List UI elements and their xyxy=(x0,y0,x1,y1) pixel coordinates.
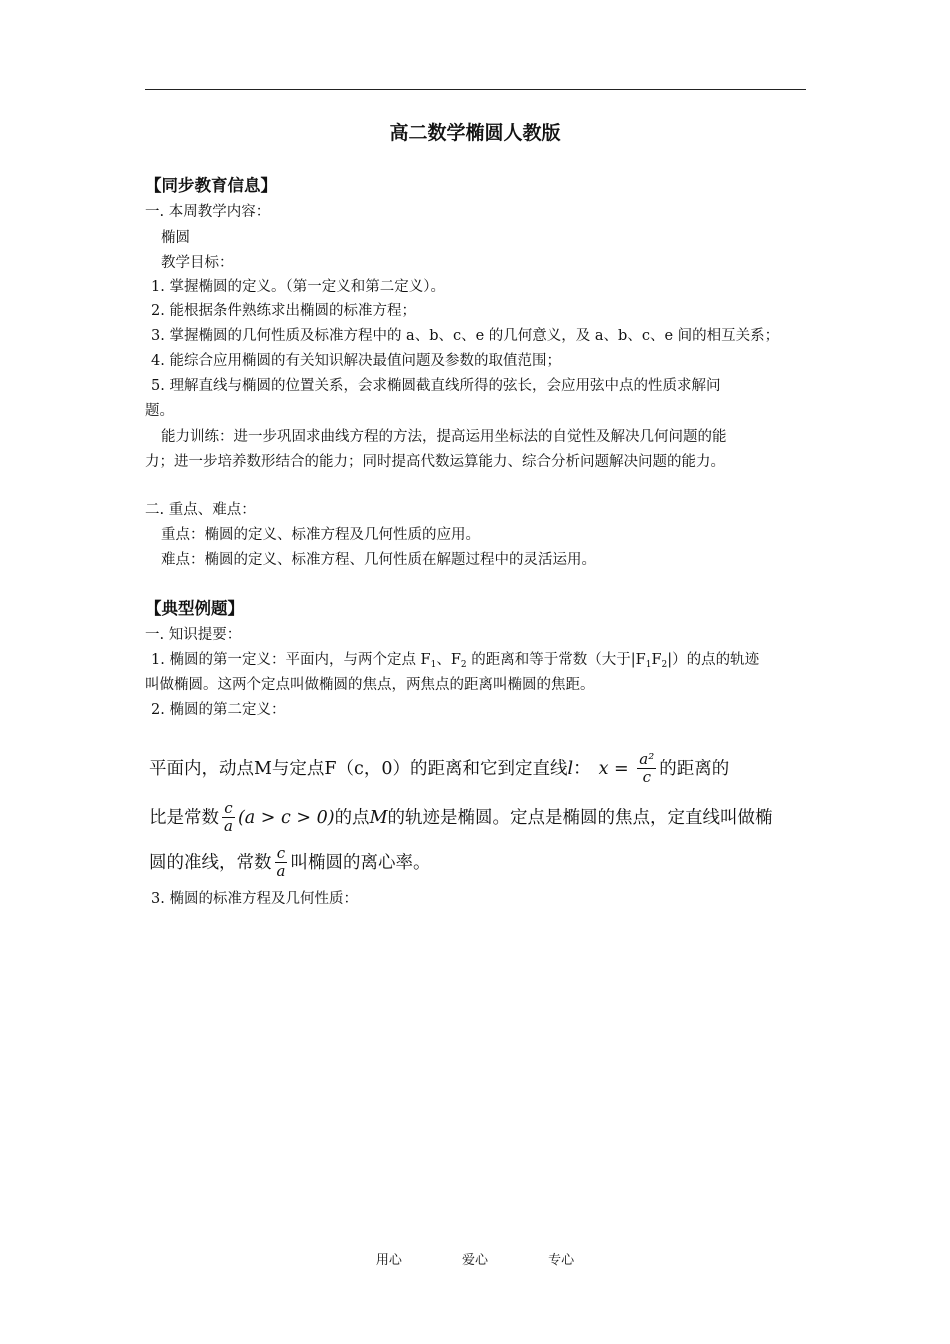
fraction-a2-over-c: $\frac{\text{a²}}{c}$ xyxy=(639,750,655,786)
goal-item: 1. 掌握椭圆的定义。（第一定义和第二定义）。 xyxy=(151,279,445,295)
difficulty: 难点：椭圆的定义、标准方程、几何性质在解题过程中的灵活运用。 xyxy=(161,552,596,568)
ability-training-line1: 能力训练：进一步巩固求曲线方程的方法，提高运用坐标法的自觉性及解决几何问题的能 xyxy=(161,429,727,445)
fraction-c-over-a: $\frac{c}{a}$ xyxy=(276,844,286,880)
key-point: 重点：椭圆的定义、标准方程及几何性质的应用。 xyxy=(161,527,480,543)
goal-item: 4. 能综合应用椭圆的有关知识解决最值问题及参数的取值范围； xyxy=(151,353,561,369)
key-points-heading: 二. 重点、难点： xyxy=(145,502,256,518)
page-footer xyxy=(0,1249,950,1268)
ability-training-line2: 力；进一步培养数形结合的能力；同时提高代数运算能力、综合分析问题解决问题的能力。 xyxy=(145,454,725,470)
footer-item: 专心 xyxy=(548,1253,575,1268)
footer-item: 爱心 xyxy=(461,1253,488,1268)
second-definition-line2: 比是常数 $\frac{c}{a}$ (a > c > 0) 的点 M 的轨迹是椭圆。定点是椭圆的焦点，定直线叫做椭 xyxy=(149,799,773,835)
section-heading-sync-info: 【同步教育信息】 xyxy=(145,176,277,195)
topic: 椭圆 xyxy=(161,230,190,246)
goal-item-continued: 题。 xyxy=(145,403,174,419)
knowledge-heading: 一. 知识提要： xyxy=(145,627,242,643)
teaching-content-heading: 一. 本周教学内容： xyxy=(145,204,271,220)
second-definition-line1: 平面内，动点M与定点F（c，0）的距离和它到定直线 l ： x = $\frac{\text{a²}}{c}$ 的距离的 xyxy=(149,750,730,786)
goal-item: 2. 能根据条件熟练求出椭圆的标准方程； xyxy=(151,303,416,319)
goal-item: 5. 理解直线与椭圆的位置关系，会求椭圆截直线所得的弦长，会应用弦中点的性质求解问 xyxy=(151,378,721,394)
goal-item: 3. 掌握椭圆的几何性质及标准方程中的 a、b、c、e 的几何意义，及 a、b、c、e 间的相互关系； xyxy=(151,328,780,344)
second-definition-line3: 圆的准线，常数 $\frac{c}{a}$ 叫椭圆的离心率。 xyxy=(149,844,431,880)
header-rule xyxy=(145,89,806,90)
second-definition-heading: 2. 椭圆的第二定义： xyxy=(151,702,286,718)
page-title: 高二数学椭圆人教版 xyxy=(389,122,561,144)
first-definition-line1: 1. 椭圆的第一定义：平面内，与两个定点 $F_1$、$F_2$ 的距离和等于常数（大于$|F_1F_2|$）的点的轨迹 xyxy=(151,652,760,670)
standard-equation-heading: 3. 椭圆的标准方程及几何性质： xyxy=(151,891,358,907)
first-definition-line2: 叫做椭圆。这两个定点叫做椭圆的焦点，两焦点的距离叫椭圆的焦距。 xyxy=(145,677,595,693)
footer-item: 用心 xyxy=(375,1253,402,1268)
fraction-c-over-a: $\frac{c}{a}$ xyxy=(224,799,233,835)
goals-label: 教学目标： xyxy=(161,255,234,271)
section-heading-examples: 【典型例题】 xyxy=(145,599,244,618)
